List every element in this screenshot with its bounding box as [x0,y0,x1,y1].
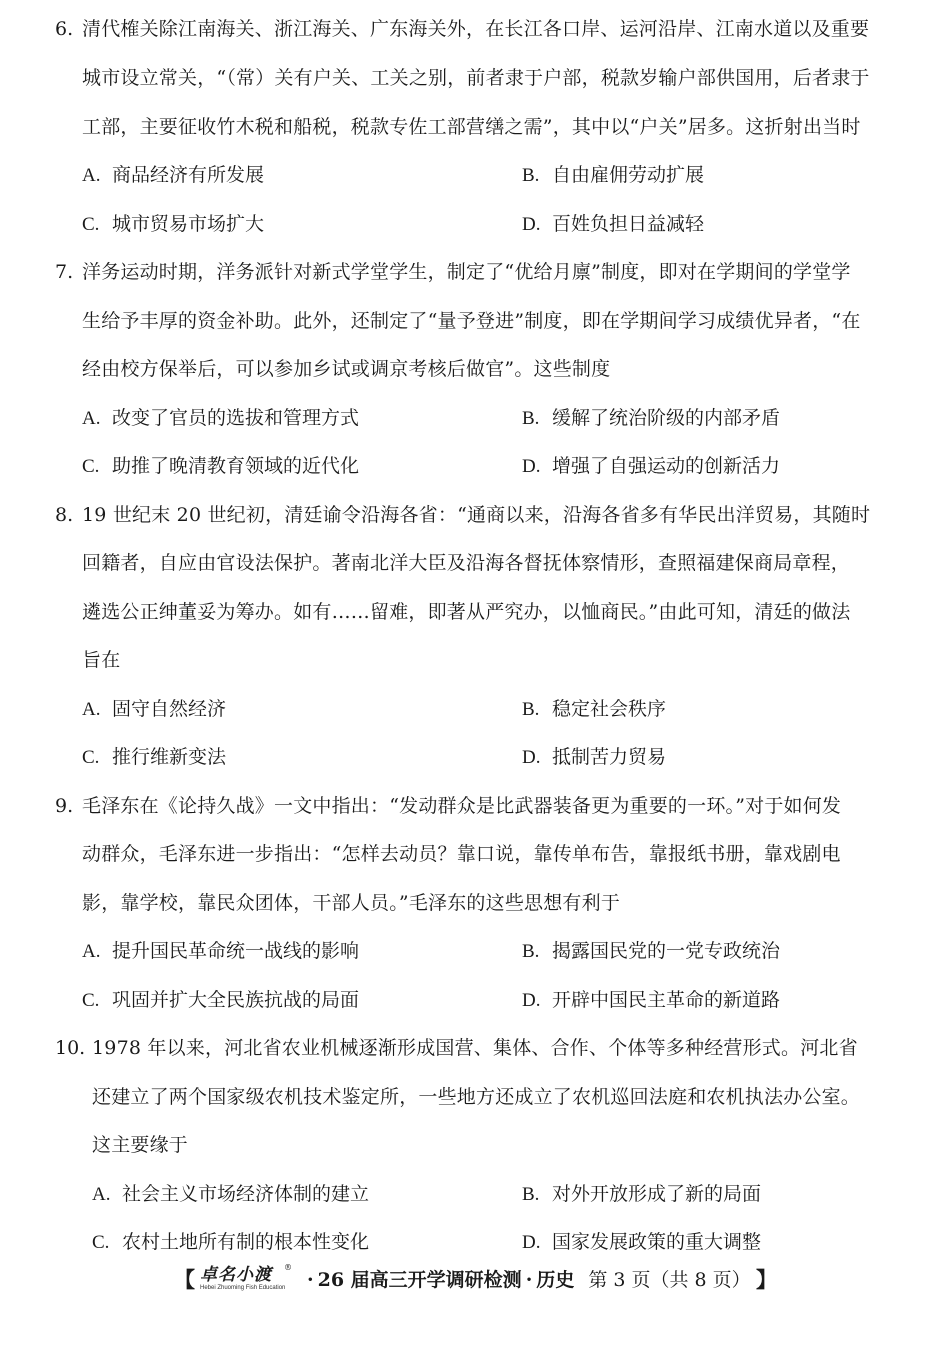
option-letter: C. [82,990,100,1011]
option-text: 增强了自强运动的创新活力 [552,455,781,477]
option-c [82,744,226,771]
option-a [82,696,226,723]
question-stem-line: 19 世纪末 20 世纪初，清廷谕令沿海各省：“通商以来，沿海各省多有华民出洋贸易，其随时 [82,504,871,526]
separator-dot: · [307,1269,314,1291]
option-d [522,211,704,238]
option-letter: D. [522,990,541,1011]
option-letter: D. [522,747,541,768]
footer-text [303,1263,751,1297]
option-text: 固守自然经济 [112,698,227,720]
option-text: 助推了晚清教育领域的近代化 [112,455,360,477]
question-stem-line: 动群众，毛泽东进一步指出：“怎样去动员？靠口说，靠传单布告，靠报纸书册，靠戏剧电 [82,843,841,865]
question-stem-line: 回籍者，自应由官设法保护。著南北洋大臣及沿海各督抚体察情形，查照福建保商局章程， [82,552,851,574]
option-letter: A. [82,699,101,720]
option-letter: D. [522,214,541,235]
option-c [82,453,359,480]
option-b [522,938,780,965]
option-b [522,696,666,723]
logo-subtitle: Hebei Zhuoming Fish Education [200,1285,286,1291]
option-text: 提升国民革命统一战线的影响 [112,940,360,962]
footer-bracket-open: 【 [174,1267,195,1292]
option-b [522,1181,761,1208]
question-stem-line: 影，靠学校，靠民众团体，干部人员。”毛泽东的这些思想有利于 [82,892,621,914]
question-stem-line: 洋务运动时期，洋务派针对新式学堂学生，制定了“优给月廪”制度，即对在学期间的学堂学 [82,261,851,283]
option-letter: B. [522,1184,540,1205]
option-letter: A. [82,165,101,186]
footer-bracket-close: 】 [756,1267,777,1292]
option-text: 百姓负担日益减轻 [552,213,705,235]
question-number: 8. [55,504,74,526]
option-letter: B. [522,941,540,962]
registered-mark: ® [284,1263,292,1272]
question-stem-line: 遴选公正绅董妥为筹办。如有……留难，即著从严究办，以恤商民。”由此可知，清廷的做法 [82,601,851,623]
page-number: 第 3 页（共 8 页） [588,1269,751,1291]
question-stem-line: 经由校方保举后，可以参加乡试或调京考核后做官”。这些制度 [82,358,611,380]
option-c [82,987,359,1014]
question-number: 10. [55,1037,86,1059]
option-letter: C. [82,214,100,235]
option-text: 对外开放形成了新的局面 [552,1183,762,1205]
option-d [522,987,780,1014]
question-number: 9. [55,795,74,817]
option-text: 开辟中国民主革命的新道路 [552,989,781,1011]
option-text: 揭露国民党的一党专政统治 [552,940,781,962]
question-stem-line: 还建立了两个国家级农机技术鉴定所，一些地方还成立了农机巡回法庭和农机执法办公室。 [92,1086,861,1108]
option-text: 国家发展政策的重大调整 [552,1231,762,1253]
question-stem-line: 毛泽东在《论持久战》一文中指出：“发动群众是比武器装备更为重要的一环。”对于如何发 [82,795,842,817]
option-a [92,1181,369,1208]
question-stem-line: 1978 年以来，河北省农业机械逐渐形成国营、集体、合作、个体等多种经营形式。河北省 [92,1037,858,1059]
option-text: 抵制苦力贸易 [552,746,667,768]
option-text: 自由雇佣劳动扩展 [552,164,705,186]
option-text: 商品经济有所发展 [112,164,265,186]
separator-dot: · [525,1269,533,1291]
question-stem-line: 城市设立常关，“（常）关有户关、工关之别，前者隶于户部，税款岁输户部供国用，后者隶于 [82,67,870,89]
option-a [82,405,359,432]
option-text: 改变了官员的选拔和管理方式 [112,407,360,429]
option-letter: B. [522,699,540,720]
option-c [82,211,264,238]
option-c [92,1229,369,1256]
question-number: 6. [55,18,74,40]
option-letter: B. [522,165,540,186]
option-text: 社会主义市场经济体制的建立 [122,1183,370,1205]
option-letter: D. [522,456,541,477]
option-letter: A. [82,941,101,962]
option-text: 农村土地所有制的根本性变化 [122,1231,370,1253]
option-d [522,744,666,771]
option-a [82,162,264,189]
option-letter: C. [82,747,100,768]
brand-logo [200,1263,292,1296]
option-b [522,405,780,432]
subject-name: 历史 [536,1269,575,1291]
question-stem-line: 清代榷关除江南海关、浙江海关、广东海关外，在长江各口岸、运河沿岸、江南水道以及重要 [82,18,870,40]
option-d [522,453,780,480]
option-text: 稳定社会秩序 [552,698,667,720]
option-letter: A. [82,408,101,429]
question-stem-line: 生给予丰厚的资金补助。此外，还制定了“量予登进”制度，即在学期间学习成绩优异者，“在 [82,310,861,332]
option-d [522,1229,761,1256]
question-number: 7. [55,261,74,283]
logo-wordmark: 卓名小渡 [200,1265,272,1285]
option-letter: D. [522,1232,541,1253]
option-letter: B. [522,408,540,429]
option-letter: C. [92,1232,110,1253]
option-text: 巩固并扩大全民族抗战的局面 [112,989,360,1011]
question-stem-line: 工部，主要征收竹木税和船税，税款专佐工部营缮之需”，其中以“户关”居多。这折射出当时 [82,116,861,138]
question-stem-line: 这主要缘于 [92,1134,189,1156]
option-b [522,162,704,189]
option-letter: A. [92,1184,111,1205]
exam-title: 26 届高三开学调研检测 [317,1269,522,1291]
question-stem-line: 旨在 [82,649,121,671]
option-text: 城市贸易市场扩大 [112,213,265,235]
option-letter: C. [82,456,100,477]
option-text: 缓解了统治阶级的内部矛盾 [552,407,781,429]
option-a [82,938,359,965]
page-footer [0,1263,950,1297]
option-text: 推行维新变法 [112,746,227,768]
